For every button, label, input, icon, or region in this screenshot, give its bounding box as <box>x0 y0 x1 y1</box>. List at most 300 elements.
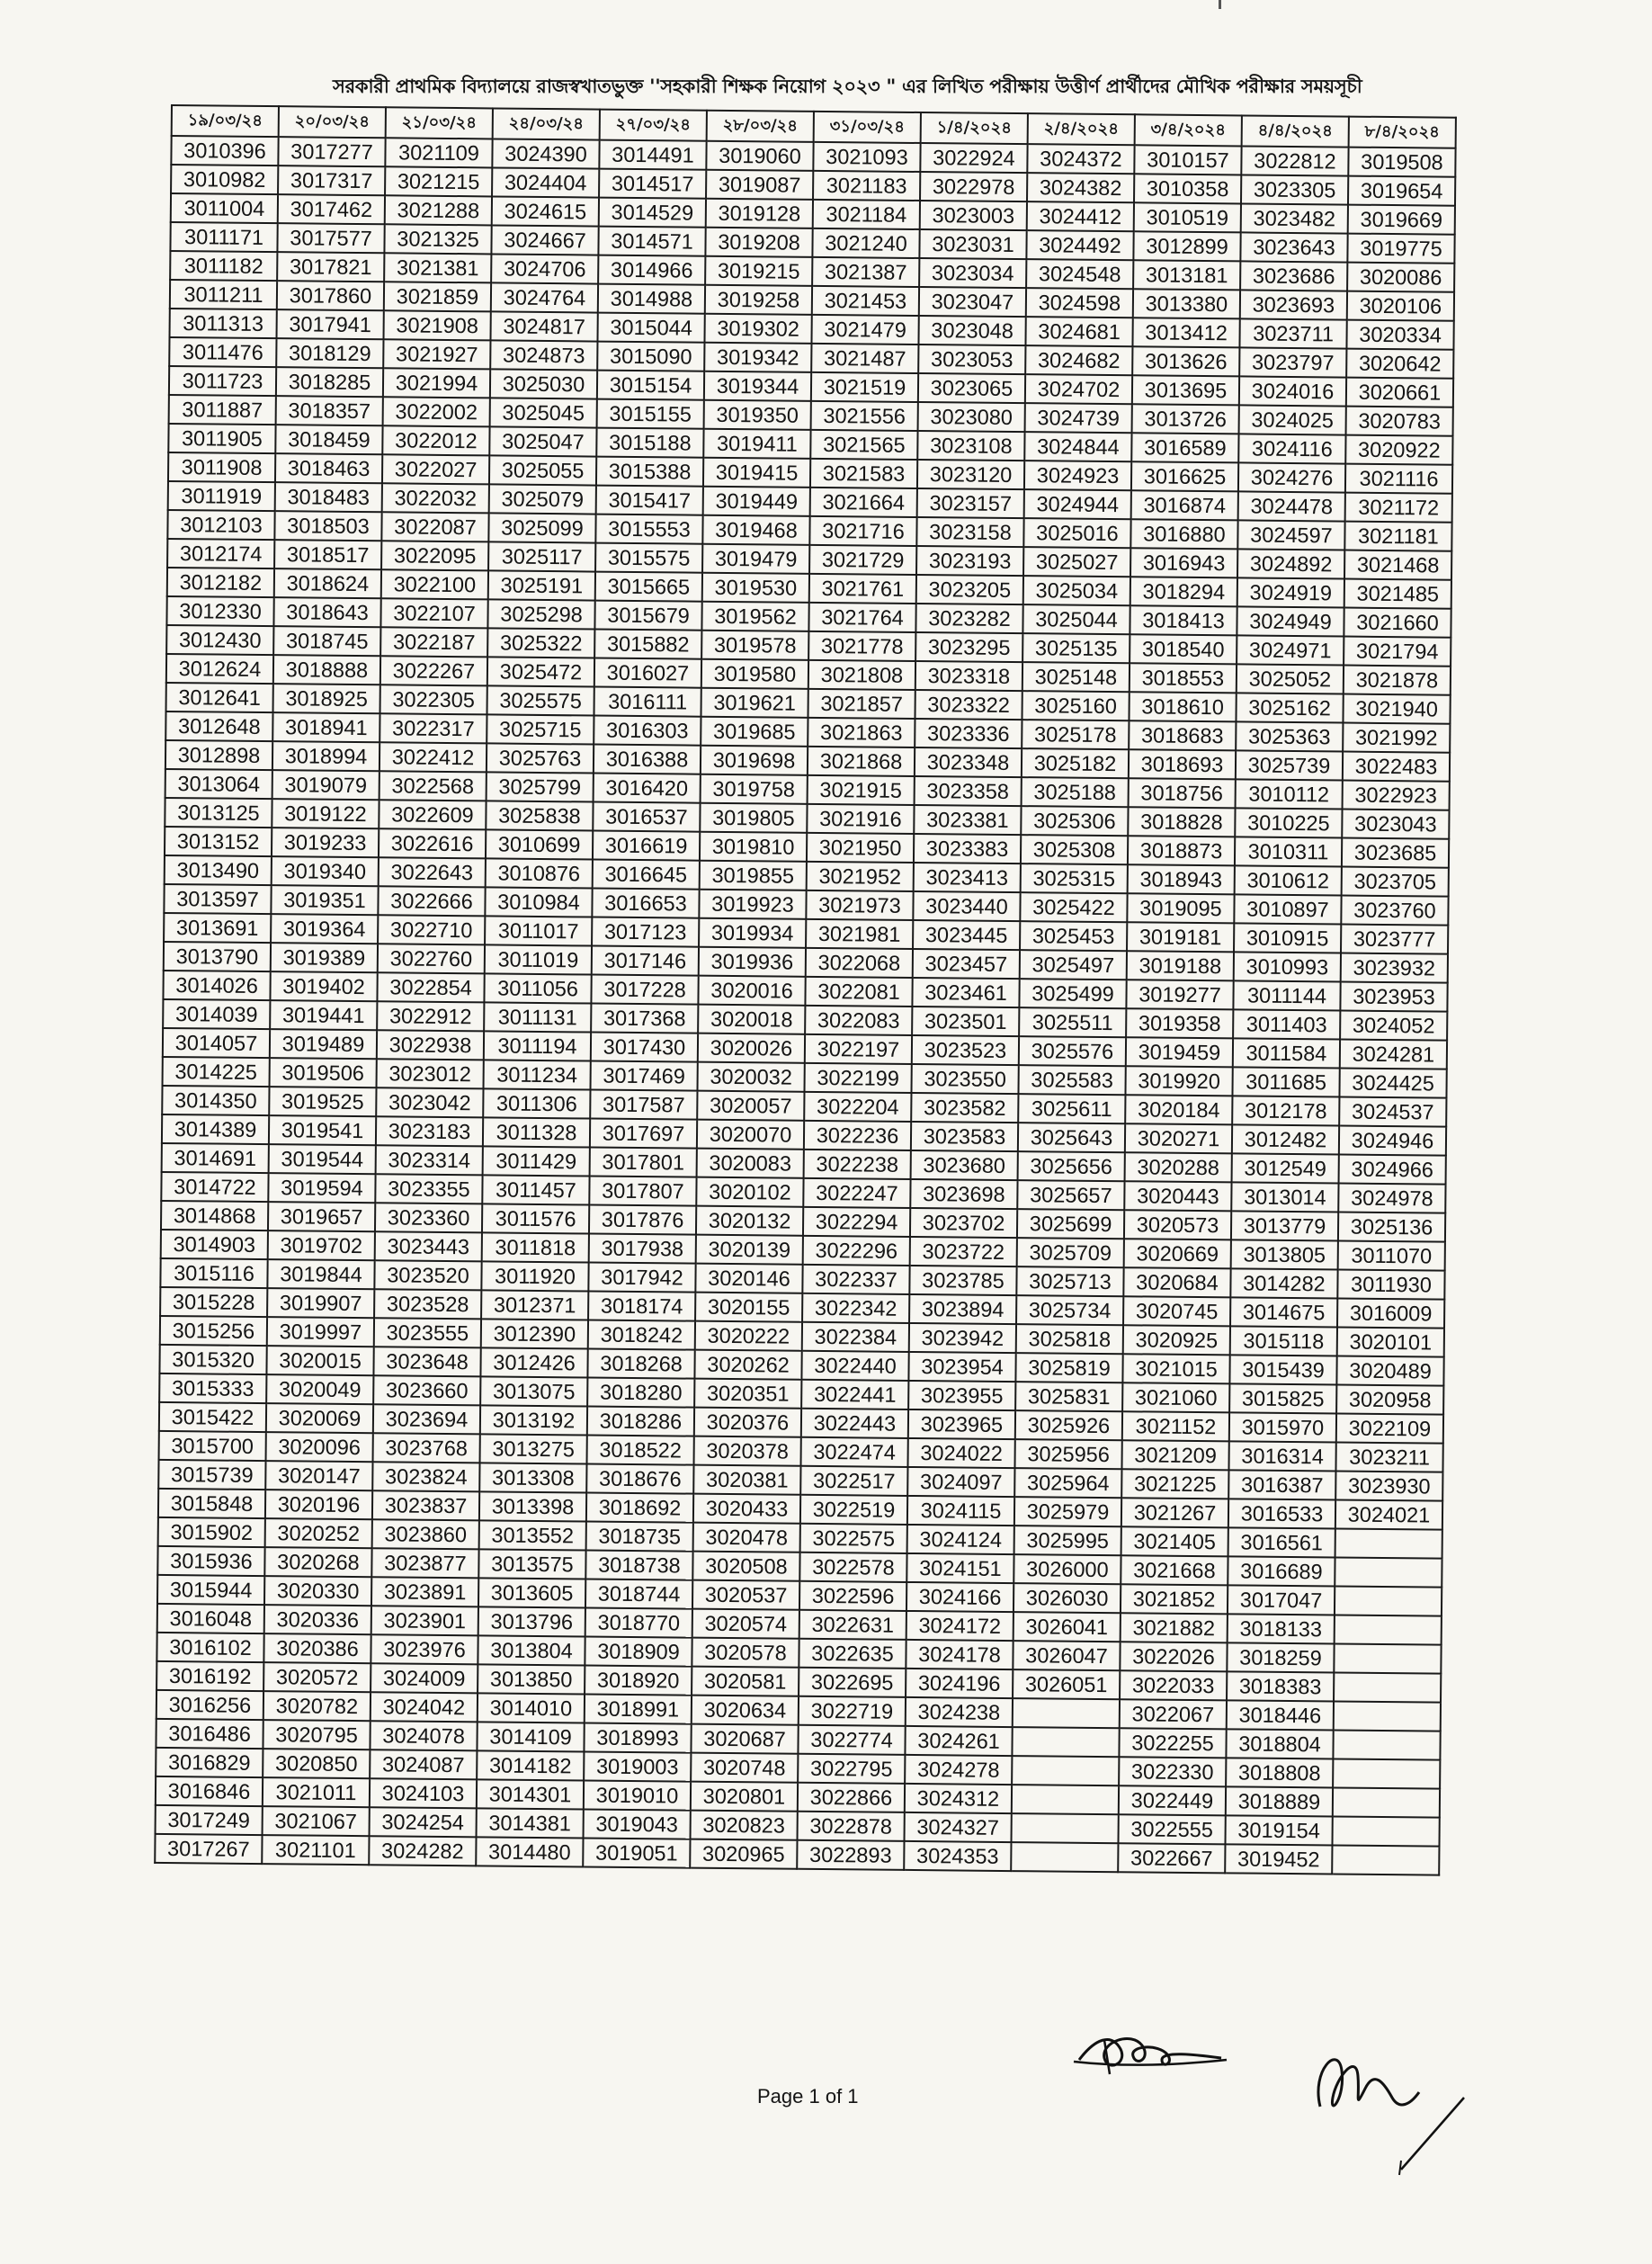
roll-number-cell: 3017430 <box>591 1033 698 1062</box>
roll-number-cell: 3018756 <box>1129 778 1236 808</box>
roll-number-cell: 3023383 <box>914 834 1021 864</box>
roll-number-cell <box>1011 1813 1118 1843</box>
roll-number-cell: 3015665 <box>595 572 702 602</box>
roll-number-cell: 3023520 <box>374 1260 481 1290</box>
roll-number-cell: 3024873 <box>490 340 597 370</box>
roll-number-cell: 3017577 <box>277 223 384 253</box>
roll-number-cell: 3021184 <box>813 200 920 229</box>
roll-number-cell: 3017462 <box>278 194 385 224</box>
roll-number-cell: 3024492 <box>1026 230 1133 260</box>
roll-number-cell: 3018268 <box>587 1349 694 1379</box>
roll-number-cell: 3017047 <box>1228 1585 1335 1615</box>
roll-number-cell: 3017821 <box>277 252 384 282</box>
roll-number-cell: 3011070 <box>1338 1241 1445 1271</box>
roll-number-cell: 3018242 <box>588 1320 695 1350</box>
roll-number-cell: 3024764 <box>491 282 598 312</box>
roll-number-cell: 3018676 <box>586 1464 693 1494</box>
roll-number-cell <box>1335 1615 1442 1644</box>
roll-number-cell: 3022087 <box>381 512 488 541</box>
roll-number-cell: 3017228 <box>591 975 698 1005</box>
roll-number-cell: 3011476 <box>169 337 276 367</box>
roll-number-cell: 3021101 <box>262 1835 369 1865</box>
roll-number-cell: 3023693 <box>1240 290 1347 319</box>
roll-number-cell: 3023360 <box>375 1203 482 1232</box>
roll-number-cell: 3020922 <box>1345 435 1452 465</box>
roll-number-cell: 3012182 <box>167 568 274 597</box>
roll-number-cell: 3025497 <box>1020 950 1127 980</box>
roll-number-cell: 3021863 <box>808 718 915 747</box>
roll-number-cell: 3025713 <box>1016 1266 1123 1296</box>
roll-number-cell: 3021859 <box>384 282 491 311</box>
roll-number-cell: 3022305 <box>380 685 487 714</box>
roll-number-cell: 3016561 <box>1228 1527 1335 1557</box>
roll-number-cell: 3021487 <box>811 344 918 373</box>
roll-number-cell: 3021225 <box>1121 1469 1228 1499</box>
roll-number-cell: 3021868 <box>808 747 915 776</box>
roll-number-cell: 3016420 <box>594 774 701 803</box>
roll-number-cell: 3018745 <box>273 626 380 656</box>
roll-number-cell: 3018540 <box>1130 634 1237 664</box>
roll-number-cell: 3019364 <box>271 914 378 944</box>
roll-number-cell: 3024276 <box>1238 462 1345 492</box>
roll-number-cell: 3014039 <box>163 999 270 1029</box>
roll-number-cell: 3015188 <box>596 428 703 458</box>
roll-number-cell: 3018909 <box>585 1637 692 1667</box>
roll-number-cell: 3020508 <box>692 1552 799 1581</box>
roll-number-cell: 3019702 <box>268 1230 375 1260</box>
roll-number-cell: 3020015 <box>266 1346 373 1375</box>
roll-number-cell: 3022924 <box>920 143 1027 173</box>
roll-number-cell: 3024261 <box>905 1726 1012 1756</box>
roll-number-cell: 3021940 <box>1343 694 1450 724</box>
roll-number-cell: 3020661 <box>1346 378 1453 407</box>
roll-number-cell: 3025079 <box>489 484 596 514</box>
roll-number-cell: 3020252 <box>265 1518 372 1548</box>
roll-number-cell: 3019181 <box>1127 922 1234 952</box>
roll-number-cell: 3022002 <box>383 397 490 426</box>
roll-number-cell: 3023183 <box>376 1116 483 1146</box>
roll-number-cell: 3023942 <box>909 1323 1016 1353</box>
roll-number-cell: 3021181 <box>1344 522 1451 551</box>
roll-number-cell: 3019657 <box>268 1202 375 1231</box>
roll-number-cell: 3023314 <box>376 1145 483 1175</box>
roll-number-cell: 3019580 <box>701 659 808 689</box>
roll-number-cell: 3022317 <box>380 713 487 743</box>
roll-number-cell: 3011723 <box>169 366 276 396</box>
roll-number-cell: 3019936 <box>699 947 806 977</box>
roll-number-cell: 3019277 <box>1126 980 1233 1009</box>
roll-number-cell <box>1332 1845 1439 1875</box>
roll-number-cell: 3012549 <box>1232 1153 1339 1183</box>
roll-number-cell: 3018693 <box>1129 749 1236 779</box>
roll-number-cell: 3017277 <box>278 137 385 166</box>
roll-number-cell: 3019562 <box>701 602 808 631</box>
roll-number-cell: 3024353 <box>904 1841 1011 1871</box>
roll-number-cell: 3025162 <box>1236 693 1343 722</box>
roll-number-cell: 3017587 <box>590 1090 697 1120</box>
roll-number-cell: 3025188 <box>1022 777 1129 807</box>
roll-number-cell: 3021011 <box>263 1777 370 1807</box>
page-footer: Page 1 of 1 <box>757 2085 859 2107</box>
roll-number-cell: 3020782 <box>263 1691 371 1721</box>
roll-number-cell: 3019468 <box>702 515 809 545</box>
roll-number-cell: 3025315 <box>1021 864 1128 893</box>
roll-number-cell: 3024124 <box>907 1525 1014 1554</box>
roll-number-cell: 3024281 <box>1340 1040 1447 1069</box>
roll-number-cell: 3011930 <box>1337 1270 1444 1300</box>
roll-number-cell: 3022294 <box>803 1207 910 1237</box>
roll-number-cell: 3023413 <box>914 863 1021 892</box>
roll-number-cell: 3023031 <box>919 229 1026 259</box>
roll-number-cell: 3010984 <box>485 887 592 917</box>
roll-number-cell: 3012103 <box>167 510 274 540</box>
roll-number-cell: 3014571 <box>598 227 705 256</box>
roll-number-cell: 3014517 <box>599 169 706 199</box>
roll-number-cell: 3024548 <box>1026 259 1133 289</box>
roll-number-cell: 3016102 <box>156 1633 263 1662</box>
roll-number-cell: 3010876 <box>486 858 593 888</box>
roll-number-cell: 3021209 <box>1121 1440 1228 1470</box>
roll-number-cell: 3013380 <box>1133 289 1240 318</box>
roll-number-cell: 3023555 <box>374 1318 481 1347</box>
roll-number-cell: 3020196 <box>265 1490 372 1519</box>
roll-number-cell: 3013075 <box>480 1376 587 1406</box>
roll-number-cell: 3017876 <box>589 1205 696 1235</box>
roll-number-cell: 3018683 <box>1129 720 1236 750</box>
roll-number-cell: 3023042 <box>376 1087 483 1117</box>
roll-number-cell: 3019340 <box>272 856 379 886</box>
roll-number-cell <box>1013 1698 1120 1728</box>
roll-number-cell: 3012898 <box>165 740 272 770</box>
roll-number-cell: 3020801 <box>691 1782 798 1812</box>
roll-number-cell: 3011887 <box>169 395 276 425</box>
roll-number-cell: 3025699 <box>1017 1209 1124 1239</box>
roll-number-cell: 3020574 <box>692 1609 799 1639</box>
roll-number-cell: 3022760 <box>378 944 485 973</box>
roll-number-cell: 3025422 <box>1020 892 1127 922</box>
roll-number-cell: 3019654 <box>1348 176 1455 206</box>
roll-number-cell: 3020132 <box>696 1206 803 1236</box>
roll-number-cell: 3025308 <box>1021 835 1128 864</box>
roll-number-cell: 3020958 <box>1336 1385 1443 1415</box>
roll-number-cell: 3022795 <box>798 1754 905 1784</box>
roll-number-cell: 3019351 <box>271 885 378 915</box>
roll-number-cell: 3023501 <box>912 1007 1019 1036</box>
date-header: ২০/০৩/২৪ <box>279 106 386 138</box>
date-header: ৩১/০৩/২৪ <box>814 112 921 143</box>
roll-number-cell: 3022474 <box>801 1437 908 1467</box>
roll-number-cell: 3016619 <box>593 831 700 861</box>
roll-number-cell: 3015154 <box>597 371 704 400</box>
roll-number-cell: 3024382 <box>1027 173 1134 202</box>
roll-number-cell: 3010157 <box>1134 145 1241 174</box>
roll-number-cell: 3021183 <box>813 171 920 201</box>
roll-number-cell: 3018517 <box>274 540 381 569</box>
roll-number-cell: 3021152 <box>1122 1411 1229 1441</box>
roll-number-cell: 3024238 <box>906 1697 1013 1727</box>
roll-number-cell: 3023894 <box>909 1294 1016 1324</box>
roll-number-cell: 3024615 <box>492 196 599 226</box>
roll-number-cell: 3023012 <box>377 1059 484 1088</box>
roll-number-cell: 3010897 <box>1234 894 1341 924</box>
roll-number-cell: 3014225 <box>163 1057 270 1087</box>
roll-number-cell: 3017249 <box>156 1805 263 1835</box>
roll-number-cell: 3019389 <box>271 943 378 972</box>
roll-number-cell: 3022854 <box>377 972 484 1002</box>
roll-number-cell <box>1334 1643 1441 1673</box>
roll-number-cell <box>1333 1758 1440 1788</box>
roll-number-cell: 3024966 <box>1339 1155 1446 1185</box>
roll-number-cell: 3014722 <box>161 1172 268 1202</box>
roll-number-cell: 3021215 <box>385 166 492 196</box>
roll-number-cell: 3022667 <box>1118 1843 1225 1873</box>
roll-number-cell: 3017942 <box>588 1263 695 1293</box>
roll-number-cell <box>1334 1701 1441 1731</box>
roll-number-cell: 3024166 <box>906 1582 1014 1612</box>
roll-number-cell: 3014301 <box>477 1779 584 1809</box>
roll-number-cell: 3025511 <box>1019 1007 1126 1037</box>
roll-number-cell: 3024844 <box>1024 432 1131 461</box>
roll-number-cell: 3020748 <box>691 1753 798 1783</box>
roll-number-cell: 3011182 <box>170 251 277 281</box>
roll-number-cell: 3026000 <box>1014 1554 1121 1584</box>
roll-number-cell: 3014691 <box>162 1143 269 1173</box>
roll-number-cell: 3021405 <box>1121 1526 1228 1556</box>
roll-number-cell: 3022812 <box>1241 146 1348 175</box>
roll-number-cell: 3023157 <box>917 488 1024 518</box>
roll-number-cell: 3025576 <box>1019 1036 1126 1066</box>
roll-number-cell: 3022337 <box>802 1265 909 1294</box>
roll-number-cell: 3012430 <box>166 625 273 655</box>
roll-number-cell: 3022568 <box>380 771 487 801</box>
roll-number-cell: 3018804 <box>1226 1729 1333 1758</box>
roll-number-cell: 3020330 <box>264 1576 371 1606</box>
roll-number-cell: 3013804 <box>478 1635 585 1665</box>
roll-number-cell: 3010915 <box>1234 923 1341 953</box>
roll-number-cell: 3025583 <box>1018 1065 1125 1095</box>
roll-number-cell: 3021927 <box>383 339 490 369</box>
roll-number-cell: 3023047 <box>919 287 1026 317</box>
roll-number-cell: 3024425 <box>1339 1069 1446 1098</box>
roll-number-cell: 3021852 <box>1121 1584 1228 1614</box>
roll-number-cell: 3015575 <box>595 543 702 573</box>
roll-number-cell: 3014966 <box>598 255 705 285</box>
roll-number-cell: 3010519 <box>1134 202 1241 232</box>
date-header: ৪/৪/২০২৪ <box>1242 115 1349 147</box>
roll-number-cell: 3023211 <box>1335 1443 1442 1472</box>
roll-number-cell: 3025643 <box>1018 1123 1125 1152</box>
roll-number-cell: 3021950 <box>807 833 914 863</box>
roll-number-cell: 3021716 <box>809 516 916 546</box>
roll-number-cell: 3011908 <box>168 452 275 482</box>
roll-number-cell: 3022596 <box>799 1581 906 1611</box>
roll-number-cell: 3019208 <box>705 228 812 257</box>
roll-number-cell: 3024971 <box>1237 635 1344 665</box>
roll-number-cell: 3021267 <box>1121 1498 1228 1527</box>
roll-number-cell: 3023108 <box>917 431 1024 461</box>
roll-number-cell: 3024978 <box>1338 1184 1445 1213</box>
roll-number-cell: 3017146 <box>592 946 699 976</box>
roll-number-cell: 3011457 <box>482 1175 589 1204</box>
roll-number-cell: 3016880 <box>1130 519 1237 549</box>
roll-number-cell: 3022100 <box>381 569 488 599</box>
roll-number-cell: 3020634 <box>692 1696 799 1725</box>
viva-schedule-table <box>154 104 1457 1876</box>
roll-number-cell: 3019698 <box>701 746 808 775</box>
roll-number-cell: 3021952 <box>807 862 914 891</box>
roll-number-cell: 3013805 <box>1231 1239 1338 1269</box>
roll-number-cell: 3015333 <box>159 1374 266 1403</box>
roll-number-cell: 3015848 <box>158 1489 265 1518</box>
roll-number-cell: 3021060 <box>1122 1383 1229 1412</box>
roll-number-cell: 3020139 <box>696 1235 803 1265</box>
roll-number-cell: 3020184 <box>1125 1095 1232 1124</box>
roll-number-cell: 3020642 <box>1346 349 1453 379</box>
roll-number-cell: 3024116 <box>1238 434 1345 463</box>
roll-number-cell: 3019128 <box>706 199 813 228</box>
roll-number-cell: 3018808 <box>1226 1758 1333 1787</box>
roll-number-cell: 3010699 <box>486 829 593 859</box>
roll-number-cell: 3019855 <box>700 861 807 890</box>
roll-number-cell: 3025044 <box>1022 604 1130 634</box>
roll-number-cell: 3011017 <box>485 916 592 945</box>
roll-number-cell: 3021808 <box>808 660 915 690</box>
roll-number-cell: 3025763 <box>487 743 594 773</box>
roll-number-cell: 3022412 <box>380 742 487 772</box>
roll-number-cell: 3019003 <box>584 1751 691 1781</box>
roll-number-cell: 3023443 <box>375 1231 482 1261</box>
roll-number-cell: 3023528 <box>374 1289 481 1319</box>
roll-number-cell: 3023705 <box>1342 867 1449 897</box>
roll-number-cell: 3021908 <box>384 310 491 340</box>
roll-number-cell: 3025739 <box>1236 750 1343 780</box>
roll-number-cell: 3013398 <box>479 1491 586 1521</box>
roll-number-cell: 3018446 <box>1227 1700 1334 1730</box>
roll-number-cell: 3019233 <box>272 828 379 857</box>
roll-number-cell: 3021729 <box>809 545 916 575</box>
roll-number-cell: 3023891 <box>371 1577 478 1606</box>
roll-number-cell: 3023120 <box>917 460 1024 489</box>
roll-number-cell: 3010112 <box>1236 779 1343 809</box>
roll-number-cell: 3012648 <box>165 711 272 741</box>
roll-number-cell: 3022109 <box>1336 1414 1443 1444</box>
roll-number-cell: 3020537 <box>692 1580 799 1610</box>
roll-number-cell: 3023785 <box>909 1266 1016 1295</box>
roll-number-cell: 3023777 <box>1341 925 1448 954</box>
roll-number-cell: 3023976 <box>371 1634 478 1664</box>
roll-number-cell: 3019479 <box>702 544 809 574</box>
roll-number-cell: 3016388 <box>594 745 701 774</box>
roll-number-cell: 3025160 <box>1022 691 1129 720</box>
roll-number-cell: 3019258 <box>705 285 812 315</box>
roll-number-cell: 3025656 <box>1018 1151 1125 1181</box>
roll-number-cell: 3022643 <box>379 857 486 887</box>
roll-number-cell: 3021878 <box>1344 666 1451 695</box>
roll-number-cell: 3011234 <box>484 1060 591 1089</box>
roll-number-cell: 3021882 <box>1121 1613 1228 1642</box>
roll-number-cell: 3022517 <box>800 1466 907 1496</box>
roll-number-cell: 3020146 <box>695 1264 802 1293</box>
roll-number-cell: 3022197 <box>805 1034 912 1064</box>
roll-number-cell: 3018294 <box>1130 577 1237 606</box>
roll-number-cell: 3021453 <box>812 286 919 316</box>
roll-number-cell: 3025657 <box>1017 1180 1124 1210</box>
roll-number-cell: 3024706 <box>491 254 598 283</box>
roll-number-cell: 3018383 <box>1227 1671 1334 1701</box>
roll-number-cell: 3022199 <box>804 1063 911 1093</box>
roll-number-cell: 3025611 <box>1018 1094 1125 1123</box>
roll-number-cell: 3020336 <box>264 1605 371 1634</box>
roll-number-cell: 3025099 <box>488 513 595 542</box>
roll-number-cell: 3018286 <box>587 1407 694 1436</box>
roll-number-cell: 3018925 <box>273 684 380 713</box>
roll-number-cell: 3024817 <box>490 311 597 341</box>
roll-number-cell: 3021778 <box>808 631 915 661</box>
roll-number-cell: 3025819 <box>1015 1353 1122 1383</box>
roll-number-cell: 3019154 <box>1225 1815 1332 1845</box>
roll-number-cell: 3023648 <box>373 1347 480 1376</box>
roll-number-cell: 3019087 <box>706 170 813 200</box>
roll-number-cell: 3020376 <box>694 1408 801 1437</box>
roll-number-cell: 3013597 <box>164 884 271 914</box>
roll-number-cell: 3011171 <box>170 222 277 252</box>
roll-number-cell <box>1011 1842 1118 1872</box>
roll-number-cell: 3024372 <box>1027 144 1134 174</box>
roll-number-cell: 3022774 <box>798 1725 905 1755</box>
roll-number-cell: 3025055 <box>489 455 596 485</box>
roll-number-cell: 3023955 <box>908 1381 1015 1410</box>
roll-number-cell: 3019010 <box>584 1780 691 1810</box>
roll-number-cell: 3016486 <box>156 1719 263 1749</box>
roll-number-cell <box>1333 1730 1440 1759</box>
roll-number-cell: 3022483 <box>1343 752 1450 782</box>
roll-number-cell: 3021109 <box>385 138 492 167</box>
roll-number-cell: 3024151 <box>906 1553 1014 1583</box>
roll-number-cell: 3018692 <box>586 1493 693 1523</box>
roll-number-cell: 3023797 <box>1239 347 1346 377</box>
roll-number-cell: 3023930 <box>1335 1472 1442 1501</box>
roll-number-cell: 3023768 <box>373 1433 480 1463</box>
roll-number-cell: 3017368 <box>591 1004 698 1034</box>
roll-number-cell: 3020378 <box>694 1436 801 1466</box>
roll-number-cell: 3018129 <box>276 338 383 368</box>
roll-number-cell: 3020070 <box>697 1120 804 1150</box>
roll-number-cell: 3021994 <box>383 368 490 398</box>
roll-number-cell: 3021761 <box>809 574 916 604</box>
roll-number-cell: 3022255 <box>1119 1728 1226 1758</box>
roll-number-cell: 3020057 <box>697 1091 804 1121</box>
roll-number-cell: 3015936 <box>157 1546 264 1576</box>
roll-number-cell: 3020271 <box>1125 1123 1232 1153</box>
roll-number-cell: 3015388 <box>596 457 703 487</box>
roll-number-cell: 3019215 <box>705 256 812 286</box>
roll-number-cell: 3013275 <box>480 1434 587 1463</box>
roll-number-cell: 3018259 <box>1227 1642 1334 1672</box>
roll-number-cell: 3024949 <box>1237 606 1344 636</box>
roll-number-cell: 3023932 <box>1341 953 1448 983</box>
roll-number-cell: 3019415 <box>703 458 810 488</box>
roll-number-cell: 3023034 <box>919 258 1026 288</box>
roll-number-cell: 3025363 <box>1236 721 1343 751</box>
roll-number-cell: 3014903 <box>161 1230 268 1259</box>
roll-number-cell: 3012624 <box>166 654 273 684</box>
roll-number-cell: 3022578 <box>799 1553 906 1582</box>
roll-number-cell: 3020049 <box>266 1374 373 1404</box>
roll-number-cell: 3021857 <box>808 689 915 719</box>
roll-number-cell: 3018522 <box>587 1436 694 1465</box>
roll-number-cell: 3018643 <box>273 597 380 627</box>
roll-number-cell: 3019122 <box>272 799 379 828</box>
